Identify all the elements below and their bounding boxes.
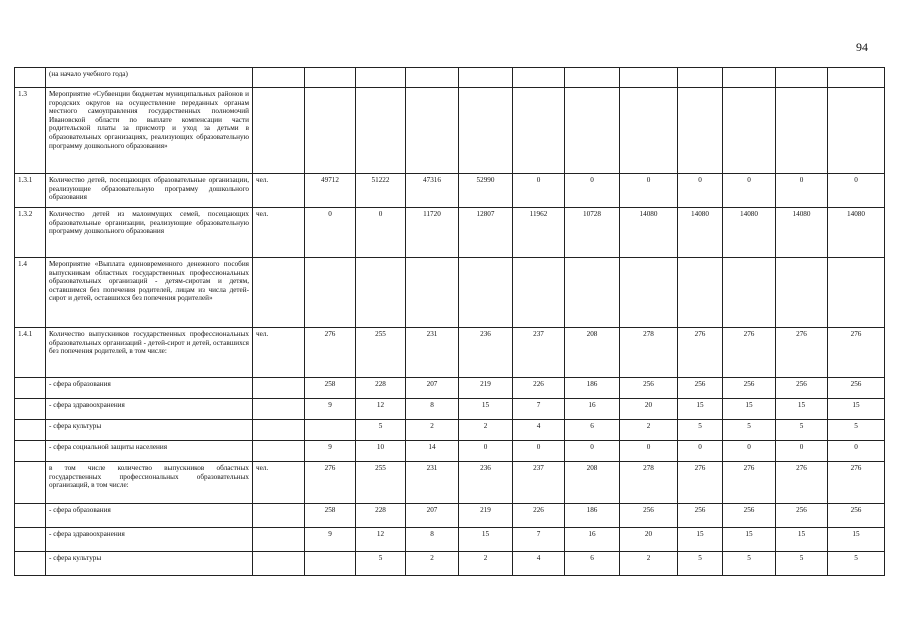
value-cell: 5 <box>776 420 828 441</box>
row-name: - сфера культуры <box>46 552 253 576</box>
value-cell: 255 <box>356 462 406 504</box>
value-cell: 276 <box>828 328 885 378</box>
row-unit: чел. <box>253 328 305 378</box>
value-cell: 219 <box>459 378 513 399</box>
row-name: в том числе количество выпускников областных государственных профессиональных образовательных организаций, в том числе: <box>46 462 253 504</box>
value-cell: 256 <box>723 378 776 399</box>
value-cell: 5 <box>828 420 885 441</box>
value-cell: 12 <box>356 528 406 552</box>
value-cell <box>678 88 723 174</box>
value-cell: 276 <box>723 328 776 378</box>
value-cell <box>620 68 678 88</box>
value-cell <box>305 552 356 576</box>
value-cell: 237 <box>513 462 565 504</box>
value-cell: 258 <box>305 504 356 528</box>
value-cell: 15 <box>678 528 723 552</box>
row-unit <box>253 504 305 528</box>
value-cell <box>356 68 406 88</box>
value-cell <box>305 88 356 174</box>
row-unit <box>253 420 305 441</box>
value-cell: 47316 <box>406 174 459 208</box>
value-cell: 5 <box>828 552 885 576</box>
value-cell: 5 <box>678 420 723 441</box>
value-cell <box>776 258 828 328</box>
value-cell: 20 <box>620 528 678 552</box>
table-row <box>15 552 885 576</box>
value-cell: 276 <box>723 462 776 504</box>
value-cell <box>459 88 513 174</box>
value-cell: 15 <box>678 399 723 420</box>
value-cell: 12807 <box>459 208 513 258</box>
value-cell: 15 <box>459 399 513 420</box>
value-cell <box>356 258 406 328</box>
row-code: 1.3 <box>15 88 46 174</box>
row-name: Мероприятие «Субвенции бюджетам муниципальных районов и городских округов на осуществление переданных органам местного самоуправления государственных полномочий Ивановской области по выплате компенсации части родительской платы за присмотр и уход за детьми в образовательных организациях, реализующих образовательную программу дошкольного образования» <box>46 88 253 174</box>
value-cell: 0 <box>356 208 406 258</box>
row-code: 1.4 <box>15 258 46 328</box>
table-row <box>15 208 885 258</box>
row-code <box>15 420 46 441</box>
value-cell: 10728 <box>565 208 620 258</box>
value-cell: 52990 <box>459 174 513 208</box>
value-cell <box>723 88 776 174</box>
value-cell: 5 <box>678 552 723 576</box>
value-cell <box>305 68 356 88</box>
row-unit <box>253 399 305 420</box>
value-cell: 256 <box>776 378 828 399</box>
value-cell: 5 <box>776 552 828 576</box>
row-unit: чел. <box>253 208 305 258</box>
value-cell <box>723 258 776 328</box>
value-cell <box>356 88 406 174</box>
table-row <box>15 174 885 208</box>
row-unit <box>253 88 305 174</box>
value-cell: 0 <box>513 174 565 208</box>
value-cell: 11962 <box>513 208 565 258</box>
page-number: 94 <box>856 40 868 54</box>
row-unit: чел. <box>253 462 305 504</box>
table-row <box>15 462 885 504</box>
value-cell: 226 <box>513 378 565 399</box>
value-cell: 256 <box>620 504 678 528</box>
table-row <box>15 528 885 552</box>
value-cell: 278 <box>620 462 678 504</box>
value-cell: 14080 <box>723 208 776 258</box>
value-cell: 15 <box>459 528 513 552</box>
value-cell: 276 <box>305 328 356 378</box>
value-cell <box>776 68 828 88</box>
row-name: Мероприятие «Выплата единовременного денежного пособия выпускникам областных государственных профессиональных образовательных организаций - детям-сиротам и детям, оставшимся без попечения родителей, лицам из числа детей-сирот и детей, оставшихся без попечения родителей» <box>46 258 253 328</box>
value-cell <box>406 68 459 88</box>
table-row <box>15 504 885 528</box>
value-cell: 16 <box>565 399 620 420</box>
table-row <box>15 420 885 441</box>
value-cell: 276 <box>678 462 723 504</box>
value-cell <box>305 258 356 328</box>
value-cell: 276 <box>828 462 885 504</box>
value-cell <box>828 258 885 328</box>
value-cell: 0 <box>305 208 356 258</box>
row-unit <box>253 258 305 328</box>
value-cell: 186 <box>565 504 620 528</box>
value-cell: 231 <box>406 462 459 504</box>
value-cell: 0 <box>678 441 723 462</box>
value-cell: 0 <box>565 441 620 462</box>
row-name: (на начало учебного года) <box>46 68 253 88</box>
indicator-table <box>14 67 885 576</box>
row-unit <box>253 441 305 462</box>
row-code <box>15 441 46 462</box>
row-code <box>15 504 46 528</box>
row-code <box>15 399 46 420</box>
value-cell: 14080 <box>828 208 885 258</box>
value-cell: 0 <box>776 441 828 462</box>
value-cell: 258 <box>305 378 356 399</box>
table-row <box>15 328 885 378</box>
row-unit <box>253 528 305 552</box>
value-cell: 256 <box>776 504 828 528</box>
value-cell: 9 <box>305 528 356 552</box>
value-cell <box>513 68 565 88</box>
value-cell <box>406 88 459 174</box>
row-name: - сфера здравоохранения <box>46 528 253 552</box>
value-cell <box>565 258 620 328</box>
value-cell: 237 <box>513 328 565 378</box>
value-cell: 14080 <box>620 208 678 258</box>
value-cell: 255 <box>356 328 406 378</box>
value-cell: 256 <box>828 378 885 399</box>
row-code <box>15 462 46 504</box>
table-row <box>15 88 885 174</box>
row-code: 1.3.2 <box>15 208 46 258</box>
row-name: - сфера образования <box>46 378 253 399</box>
value-cell <box>513 258 565 328</box>
value-cell <box>513 88 565 174</box>
value-cell: 2 <box>620 420 678 441</box>
value-cell: 14080 <box>678 208 723 258</box>
value-cell: 207 <box>406 378 459 399</box>
value-cell: 256 <box>620 378 678 399</box>
value-cell <box>565 68 620 88</box>
row-name: - сфера здравоохранения <box>46 399 253 420</box>
table-row <box>15 378 885 399</box>
value-cell: 49712 <box>305 174 356 208</box>
table-row <box>15 399 885 420</box>
value-cell <box>459 68 513 88</box>
value-cell: 9 <box>305 399 356 420</box>
value-cell: 0 <box>828 441 885 462</box>
value-cell: 14 <box>406 441 459 462</box>
value-cell: 219 <box>459 504 513 528</box>
value-cell <box>620 258 678 328</box>
value-cell: 5 <box>356 420 406 441</box>
value-cell: 5 <box>723 552 776 576</box>
value-cell: 0 <box>723 174 776 208</box>
table-row <box>15 68 885 88</box>
row-name: - сфера социальной защиты населения <box>46 441 253 462</box>
value-cell: 15 <box>776 528 828 552</box>
value-cell: 0 <box>620 441 678 462</box>
value-cell: 2 <box>459 552 513 576</box>
value-cell: 236 <box>459 328 513 378</box>
value-cell: 2 <box>459 420 513 441</box>
value-cell: 256 <box>723 504 776 528</box>
value-cell: 208 <box>565 462 620 504</box>
value-cell: 8 <box>406 528 459 552</box>
value-cell: 276 <box>776 328 828 378</box>
value-cell: 15 <box>828 399 885 420</box>
row-code <box>15 68 46 88</box>
value-cell: 12 <box>356 399 406 420</box>
value-cell: 278 <box>620 328 678 378</box>
value-cell: 4 <box>513 552 565 576</box>
value-cell: 15 <box>723 399 776 420</box>
value-cell: 0 <box>678 174 723 208</box>
value-cell: 10 <box>356 441 406 462</box>
value-cell: 4 <box>513 420 565 441</box>
value-cell <box>406 258 459 328</box>
row-code <box>15 528 46 552</box>
value-cell: 276 <box>305 462 356 504</box>
value-cell: 276 <box>678 328 723 378</box>
value-cell: 236 <box>459 462 513 504</box>
value-cell <box>678 258 723 328</box>
row-code <box>15 552 46 576</box>
value-cell: 276 <box>776 462 828 504</box>
value-cell: 7 <box>513 399 565 420</box>
table-body <box>15 68 885 576</box>
row-name: - сфера образования <box>46 504 253 528</box>
value-cell: 0 <box>620 174 678 208</box>
value-cell: 186 <box>565 378 620 399</box>
row-name: Количество детей из малоимущих семей, посещающих образовательные организации, реализующие образовательную программу дошкольного образования <box>46 208 253 258</box>
value-cell: 51222 <box>356 174 406 208</box>
value-cell: 20 <box>620 399 678 420</box>
value-cell: 228 <box>356 378 406 399</box>
value-cell <box>678 68 723 88</box>
value-cell: 2 <box>406 420 459 441</box>
value-cell <box>723 68 776 88</box>
value-cell: 16 <box>565 528 620 552</box>
value-cell: 8 <box>406 399 459 420</box>
value-cell: 207 <box>406 504 459 528</box>
row-name: - сфера культуры <box>46 420 253 441</box>
row-name: Количество выпускников государственных профессиональных образовательных организаций - детей-сирот и детей, оставшихся без попечения родителей, в том числе: <box>46 328 253 378</box>
value-cell <box>305 420 356 441</box>
table-row <box>15 258 885 328</box>
value-cell: 0 <box>723 441 776 462</box>
value-cell: 208 <box>565 328 620 378</box>
value-cell: 15 <box>723 528 776 552</box>
row-unit <box>253 378 305 399</box>
value-cell: 256 <box>678 504 723 528</box>
value-cell: 0 <box>565 174 620 208</box>
value-cell: 6 <box>565 420 620 441</box>
table-row <box>15 441 885 462</box>
value-cell <box>459 258 513 328</box>
value-cell <box>828 68 885 88</box>
value-cell <box>828 88 885 174</box>
value-cell: 5 <box>356 552 406 576</box>
value-cell: 2 <box>620 552 678 576</box>
value-cell: 5 <box>723 420 776 441</box>
value-cell: 7 <box>513 528 565 552</box>
value-cell: 14080 <box>776 208 828 258</box>
row-code: 1.3.1 <box>15 174 46 208</box>
value-cell: 0 <box>513 441 565 462</box>
value-cell: 231 <box>406 328 459 378</box>
value-cell: 15 <box>828 528 885 552</box>
value-cell <box>776 88 828 174</box>
row-code: 1.4.1 <box>15 328 46 378</box>
row-unit <box>253 68 305 88</box>
value-cell: 0 <box>459 441 513 462</box>
row-code <box>15 378 46 399</box>
value-cell: 226 <box>513 504 565 528</box>
value-cell: 0 <box>776 174 828 208</box>
row-unit <box>253 552 305 576</box>
row-unit: чел. <box>253 174 305 208</box>
value-cell <box>620 88 678 174</box>
value-cell: 256 <box>678 378 723 399</box>
value-cell <box>565 88 620 174</box>
value-cell: 9 <box>305 441 356 462</box>
value-cell: 11720 <box>406 208 459 258</box>
value-cell: 15 <box>776 399 828 420</box>
value-cell: 256 <box>828 504 885 528</box>
row-name: Количество детей, посещающих образовательные организации, реализующие образовательную программу дошкольного образования <box>46 174 253 208</box>
value-cell: 0 <box>828 174 885 208</box>
value-cell: 228 <box>356 504 406 528</box>
value-cell: 2 <box>406 552 459 576</box>
value-cell: 6 <box>565 552 620 576</box>
